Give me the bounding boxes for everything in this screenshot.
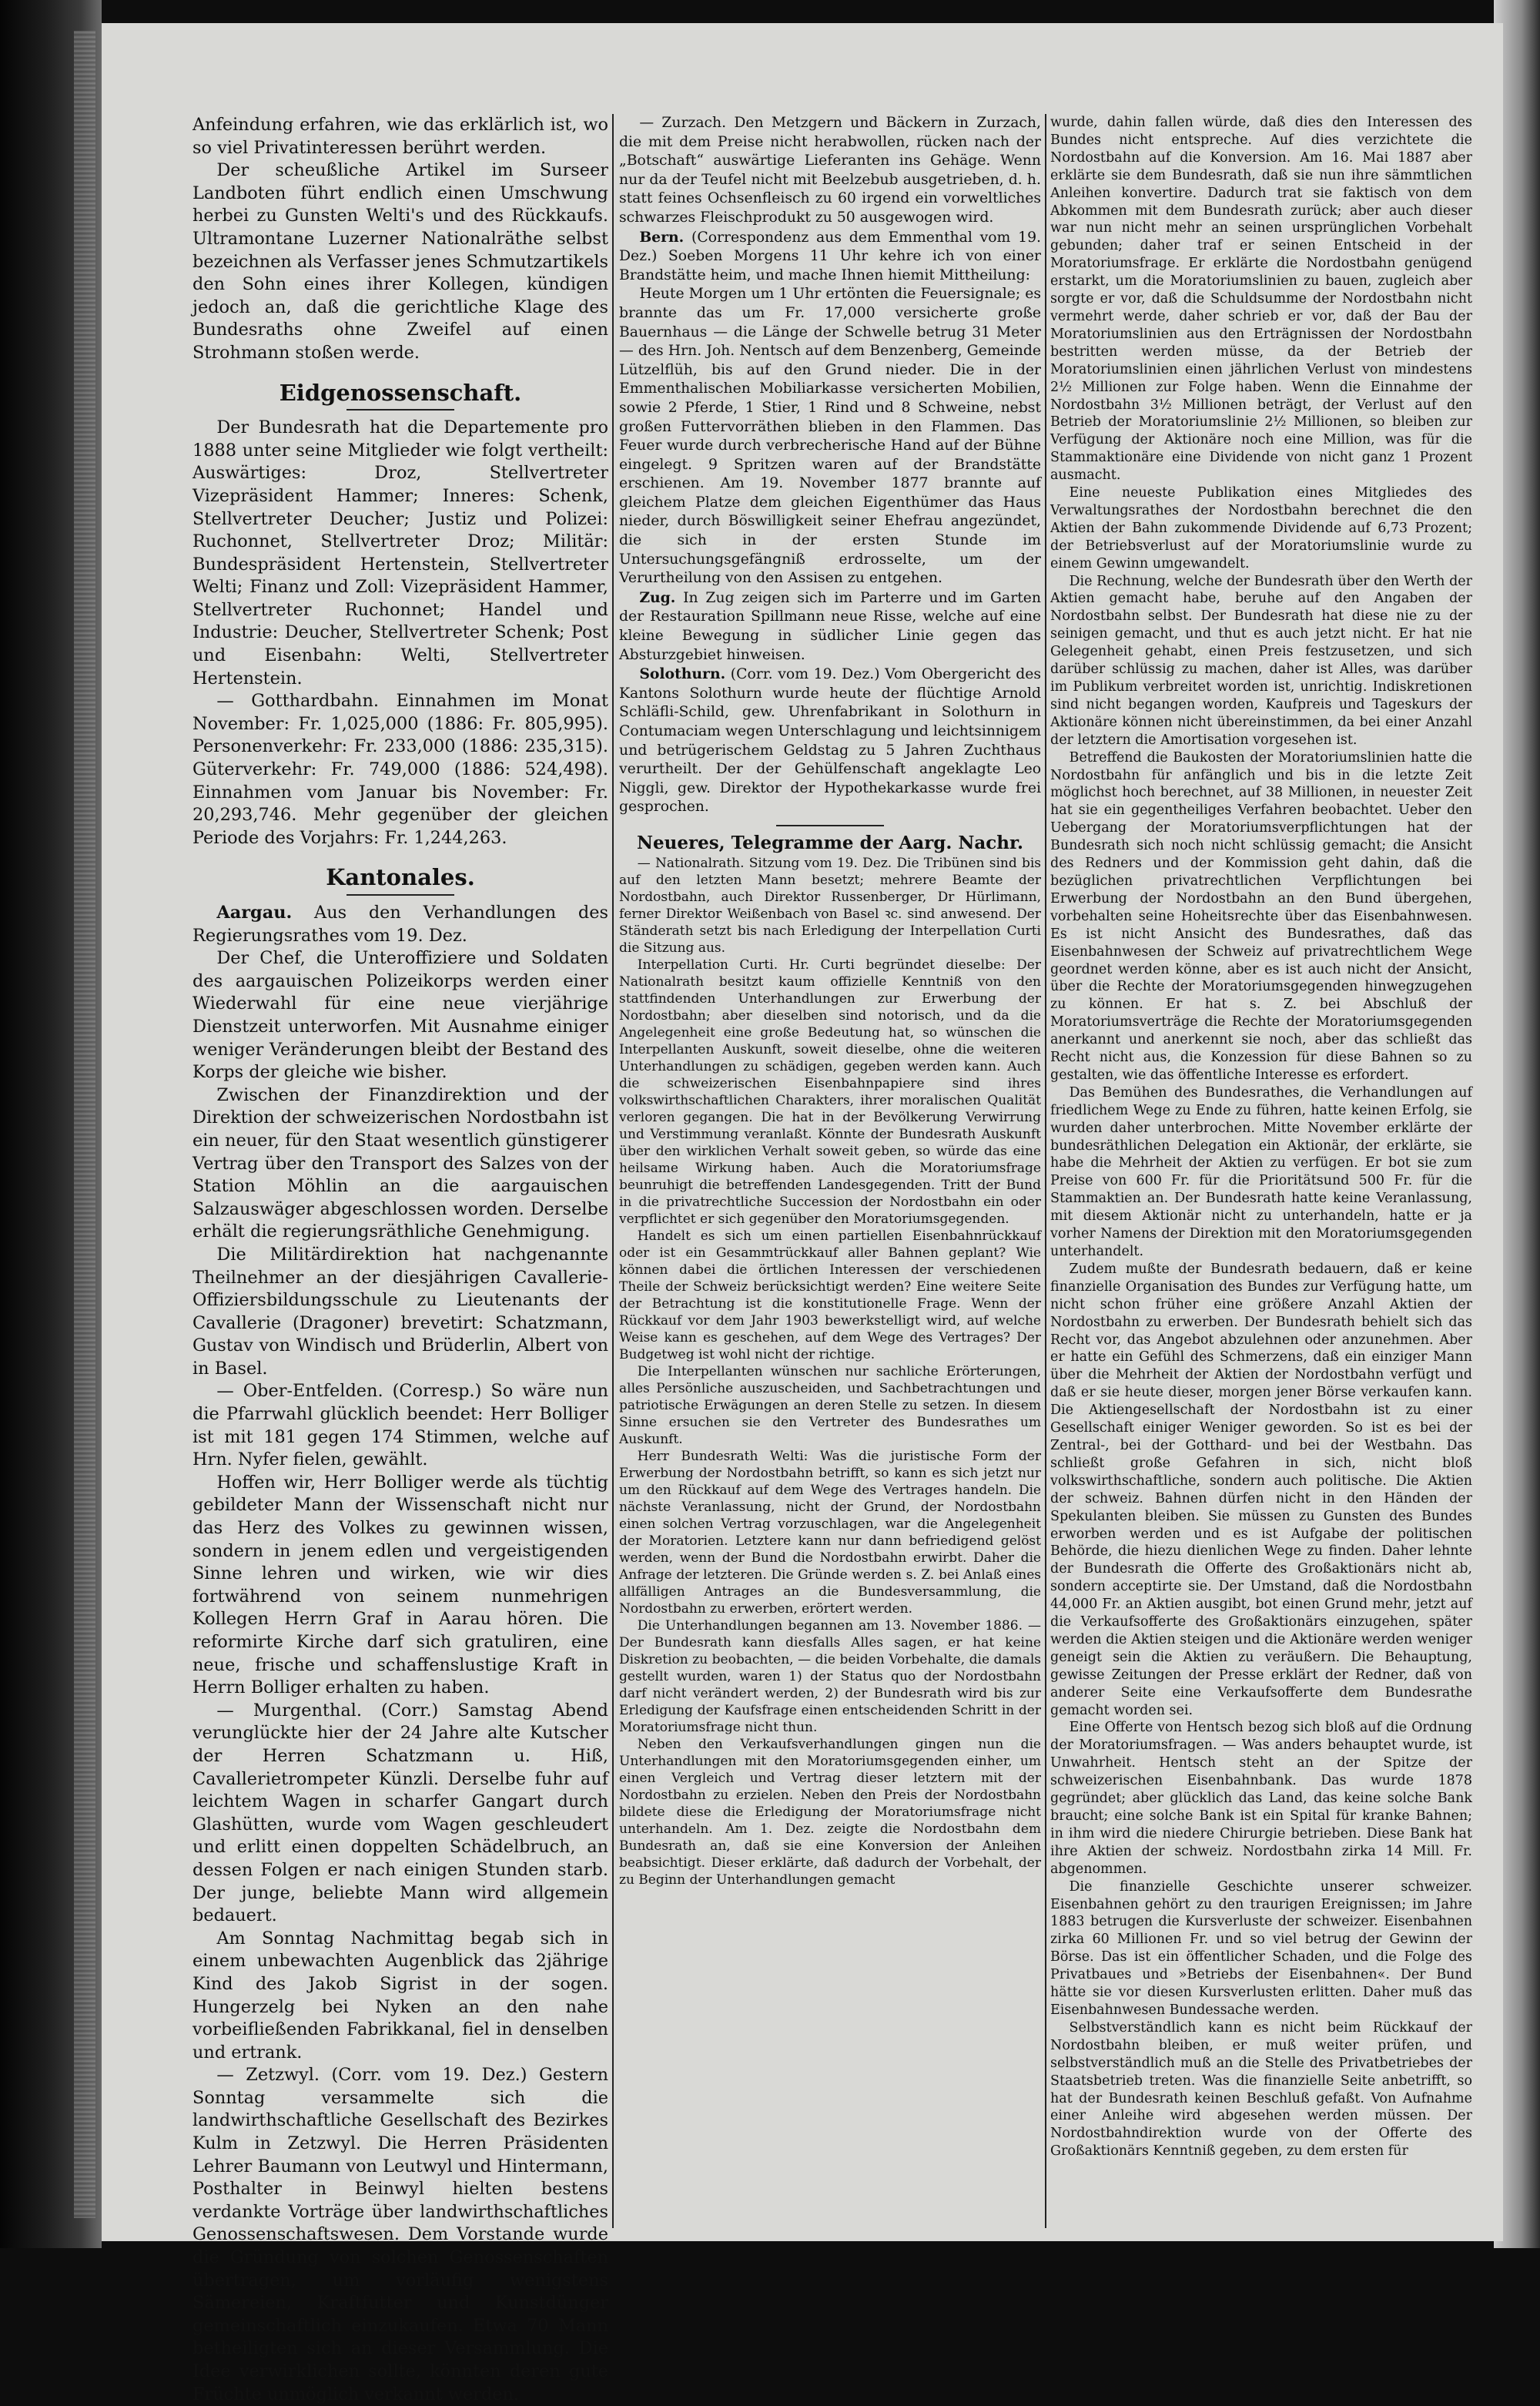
article-verkaufsverhandlungen: Neben den Verkaufsverhandlungen gingen nun die Unterhandlungen mit den Moratoriumsgegenden einher, um einen Vergleich und Vertrag dieser letztern mit der Nordostbahn zu erzielen. Neben den Preis der Nordostbahn bildete diese die Erledigung der Moratoriumsfrage nicht unterhandeln. Am 1. Dez. zeigte die Nordostbahn dem Bundesrath an, daß sie eine Konversion der Anleihen beabsichtigt. Dieser erklärte, daß dadurch der Vorbehalt, der zu Beginn der Unterhandlungen gemacht (619, 1736, 1041, 1888)
column-rule-1 (612, 114, 614, 2228)
article-bern (619, 228, 1041, 286)
article-brand: Heute Morgen um 1 Uhr ertönten die Feuersignale; es brannte das um Fr. 17,000 versicherte große Bauernhaus — die Länge der Schwelle betrug 31 Meter — des Hrn. Joh. Nentsch auf dem Benzenberg, Gemeinde Lützelflüh, bis auf den Grund nieder. Die in der Emmenthalischen Mobiliarkasse versicherten Mobilien, sowie 2 Pferde, 1 Stier, 1 Rind und 8 Schweine, nebst großen Futtervorräthen blieben in den Flammen. Das Feuer wurde durch verbrecherische Hand auf der Bühne eingelegt. 9 Spritzen waren auf der Brandstätte erschienen. Am 19. November 1877 brannte auf gleichem Platze dem gleichen Eigenthümer das Haus nieder, durch Böswilligkeit seiner Ehefrau angezündet, die sich in der ersten Stunde im Untersuchungsgefängniß erdrosselte, um der Verurtheilung von den Assisen zu entgehen. (619, 286, 1041, 587)
article-zug (619, 588, 1041, 665)
article-rueckkauf: Handelt es sich um einen partiellen Eisenbahnrückkauf oder ist ein Gesammtrückkauf aller Bahnen geplant? Wie können dabei die örtlichen Interessen der verschiedenen Theile der Schweiz berücksichtigt werden? Eine weitere Seite der Betrachtung ist die konstitutionelle Frage. Wenn der Rückkauf vor dem Jahr 1903 bewerkstelligt wird, auf welche Weise kann es geschehen, auf dem Wege des Vertrages? Der Budgetweg ist wohl nicht der richtige. (619, 1228, 1041, 1362)
column-1 (192, 114, 609, 2404)
section-heading-telegramme: Neueres, Telegramme der Aarg. Nachr. (636, 832, 1024, 853)
aargau-kicker: Aargau. (216, 903, 293, 923)
column-2 (619, 114, 1041, 2228)
article-bemuehen: Das Bemühen des Bundesrathes, die Verhandlungen auf friedlichem Wege zu Ende zu führen, hatte keinen Erfolg, sie wurden daher unterbrochen. Mitte November erklärte der bundesräthlichen Delegation ein Aktionär, der erklärte, sie habe die Mehrheit der Aktien zu verfügen. Er bot sie zum Preise von 600 Fr. für die Prioritätsund 500 Fr. für die Stammaktien an. Der Bundesrath hatte keine Veranlassung, mit diesem Aktionär nicht zu unterhandeln, hatte er ja vorher Namens der Direktion mit den Moratoriumsgegenden unterhandelt. (1050, 1084, 1472, 1259)
article-welti: Herr Bundesrath Welti: Was die juristische Form der Erwerbung der Nordostbahn betrifft, so kann es sich jetzt nur um den Rückkauf auf dem Wege des Vertrages handeln. Die nächste Veranlassung, nicht der Grund, der Nordostbahn einen solchen Vertrag vorzuschlagen, war die Angelegenheit der Moratorien. Letztere kann nur dann befriedigend gelöst werden, wenn der Bund die Nordostbahn erwirbt. Daher die Anfrage der letzteren. Die Gründe werden s. Z. bei Anlaß eines allfälligen Antrages an die Bundesversammlung, die Nordostbahn zu erwerben, erörtert werden. (619, 1448, 1041, 1617)
telegramme-block (619, 855, 1041, 1888)
article-publikation: Eine neueste Publikation eines Mitgliedes des Verwaltungsrathes der Nordostbahn berechnet die den Aktien der Bahn zukommende Dividende auf 6,73 Prozent; der Betriebsverlust auf der Moratoriumslinie wurde zu einem Gewinn umgewandelt. (1050, 485, 1472, 571)
bern-text: (Correspondenz aus dem Emmenthal vom 19. Dez.) Soeben Morgens 11 Uhr kehre ich von einer Brandstätte heim, und mache Ihnen hiemit Mittheilung: (619, 229, 1041, 283)
article-solothurn (619, 665, 1041, 817)
separator-rule (776, 825, 884, 826)
article-zurzach: — Zurzach. Den Metzgern und Bäckern in Zurzach, die mit dem Preise nicht herabwollen, rücken nach der „Botschaft“ auswärtige Lieferanten ins Gehäge. Wenn nur da der Teufel nicht mit Beelzebub ausgetrieben, d. h. statt feines Ochsenfleisch zu 60 irgend ein vorweltliches schwarzes Fleischprodukt zu 50 ausgewogen wird. (619, 115, 1041, 226)
article-selbstverstaendlich: Selbstverständlich kann es nicht beim Rückkauf der Nordostbahn bleiben, er muß weiter prüfen, und selbstverständlich muß an die Stelle des Privatbetriebes der Staatsbetrieb treten. Was die finanzielle Seite anbetrifft, so hat der Bundesrath keinen Beschluß gefaßt. Von Aufnahme einer Anleihe wird abgesehen werden müssen. Der Nordostbahndirektion wurde von der Offerte des Großaktionärs Kenntniß gegeben, zu dem ersten für (1050, 2019, 1472, 2160)
zug-kicker: Zug. (639, 588, 676, 606)
article-zetzwyl: — Zetzwyl. (Corr. vom 19. Dez.) Gestern Sonntag versammelte sich die landwirthschaftliche Gesellschaft des Bezirkes Kulm in Zetzwyl. Die Herren Präsidenten Lehrer Baumann von Leutwyl und Hintermann, Posthalter in Beinwyl hielten bestens verdankte Vorträge über landwirthschaftliches Genossenschaftswesen. Dem Vorstande wurde die Gründung von solchen Genossenschaften übertragen, um vorläufig wenigstens Sämereien, Kraftfutter und Kunstdünger gemeinschaftlich einzukaufen. Etwa 70 Mann betheiligten sich an dieser Versammlung. Die Idee verwirklichen sollte, könnten deren gute Früchte unmöglich verkannt werden. (192, 2065, 608, 2404)
article-gotthardbahn: — Gotthardbahn. Einnahmen im Monat November: Fr. 1,025,000 (1886: Fr. 805,995). Personenverkehr: Fr. 233,000 (1886: 235,315). Güterverkehr: Fr. 749,000 (1886: 524,498). Einnahmen vom Januar bis November: Fr. 20,293,746. Mehr gegenüber der gleichen Periode des Vorjahrs: Fr. 1,244,263. (192, 691, 608, 848)
article-bundesrath: Der Bundesrath hat die Departemente pro 1888 unter seine Mitglieder wie folgt vertheilt: Auswärtiges: Droz, Stellvertreter Vizepräsident Hammer; Inneres: Schenk, Stellvertreter Deucher; Justiz und Polizei: Ruchonnet, Stellvertreter Droz; Militär: Bundespräsident Hertenstein, Stellvertreter Welti; Finanz und Zoll: Vizepräsident Hammer, Stellvertreter Ruchonnet; Handel und Industrie: Deucher, Stellvertreter Schenk; Post und Eisenbahn: Welti, Stellvertreter Hertenstein. (192, 417, 608, 689)
article-baukosten: Betreffend die Baukosten der Moratoriumslinien hatte die Nordostbahn für anfänglich und bis in die letzte Zeit möglichst hoch berechnet, auf 38 Millionen, in neuester Zeit hat sie ein gegentheiliges Verfahren beobachtet. Ueber den Uebergang der Moratoriumsverpflichtungen hat der Bundesrath sich noch nicht schlüssig gemacht; die Ansicht des Redners und der Kommission geht dahin, daß die bezüglichen privatrechtlichen Verpflichtungen bei Erwerbung der Nordostbahn an den Bund übergehen, vorbehalten seine Hoheitsrechte über das Eisenbahnwesen. Es ist nicht Ansicht des Bundesrathes, daß das Eisenbahnwesen der Schweiz auf privatrechtlichem Wege geordnet werden könne, aber es ist auch nicht der Ansicht, über die Rechte der Moratoriumsgegenden hinwegzugehen zu können. Er hat s. Z. bei Abschluß der Moratoriumsverträge die Rechte der Moratoriumsgegenden anerkannt und anerkennt sie noch, aber das schließt das Recht nicht aus, die Konzession für diese Bahnen so zu gestalten, wie das öffentliche Interesse es erfordert. (1050, 749, 1472, 1083)
article-militaerdirektion: Die Militärdirektion hat nachgenannte Theilnehmer an der diesjährigen Cavallerie-Offiziersbildungsschule zu Lieutenants der Cavallerie (Dragoner) brevetirt: Schatzmann, Gustav von Windisch und Brüderlin, Albert von in Basel. (192, 1244, 608, 1379)
article-nationalrath: — Nationalrath. Sitzung vom 19. Dez. Die Tribünen sind bis auf den letzten Mann besetzt; mehrere Beamte der Nordostbahn, auch Direktor Russenberger, Dr Hürlimann, ferner Direktor Weißenbach von Basel ꝛc. sind anwesend. Der Ständerath setzt bis nach Erledigung der Interpellation Curti die Sitzung aus. (619, 855, 1041, 956)
solothurn-text: (Corr. vom 19. Dez.) Vom Obergericht des Kantons Solothurn wurde heute der flüchtige Arnold Schläfli-Schild, gew. Uhrenfabrikant in Solothurn in Contumaciam wegen Unterschlagung und leichtsinnigem und betrügerischem Geldstag zu 5 Jahren Zuchthaus verurtheilt. Der der Gehülfenschaft angeklagte Leo Niggli, gew. Direktor der Hypothekarkasse wurde frei gesprochen. (619, 666, 1041, 816)
article-polizeikorps: Der Chef, die Unteroffiziere und Soldaten des aargauischen Polizeikorps werden einer Wiederwahl für eine neue vierjährige Dienstzeit unterworfen. Mit Ausnahme einiger weniger Veränderungen bleibt der Bestand des Korps der gleiche wie bisher. (192, 948, 608, 1083)
aargau-text: Aus den Verhandlungen des Regierungsrathes vom 19. Dez. (192, 903, 609, 946)
article-continuation: wurde, dahin fallen würde, daß dies den Interessen des Bundes nicht entspreche. Auf dies verzichtete die Nordostbahn auf die Konversion. Am 16. Mai 1887 aber erklärte sie dem Bundesrath, daß sie nun ihre sämmtlichen Anleihen konvertire. Dadurch trat sie faktisch von dem Abkommen mit dem Bundesrath zurück; aber auch dieser war nun nicht mehr an seinen ursprünglichen Vorbehalt gebunden; daher traf er seinen Entscheid in der Moratoriumsfrage. Er erklärte die Nordostbahn genügend erstarkt, um die Moratoriumslinien zu bauen, zugleich aber sorgte er vor, daß die Schuldsumme der Nordostbahn nicht vermehrt werde, daher schrieb er vor, daß der Bau der Moratoriumslinien aus den Erträgnissen der Nordostbahn bestritten werden müsse, da der Betrieb der Moratoriumslinien einen jährlichen Verlust von mindestens 2½ Millionen zur Folge haben. Wenn die Einnahme der Nordostbahn 3½ Millionen beträgt, der Verlust auf den Betrieb der Moratoriumslinie 2½ Millionen, so bleiben zur Verfügung der Aktionäre noch eine Million, was für die Stammaktionäre eine Dividende von nicht ganz 1 Prozent ausmacht. (1050, 115, 1472, 484)
solothurn-kicker: Solothurn. (639, 665, 726, 683)
article-sonntag: Am Sonntag Nachmittag begab sich in einem unbewachten Augenblick das 2jährige Kind des Jakob Sigrist in der sogen. Hungerzelg bei Nyken an den nahe vorbeifließenden Fabrikkanal, fiel in denselben und ertrank. (192, 1928, 608, 2063)
article-finanzielle-geschichte: Die finanzielle Geschichte unserer schweizer. Eisenbahnen gehört zu den traurigen Ereignissen; im Jahre 1883 betrugen die Kursverluste der schweizer. Eisenbahnen zirka 60 Millionen Fr. und so viel betrug der Gewinn der Börse. Das ist ein öffentlicher Schaden, und die Folge des Privatbaues und »Betriebs der Eisenbahnen«. Der Bund hätte sie vor diesen Kursverlusten erlitten. Daher muß das Eisenbahnwesen Bundessache werden. (1050, 1878, 1472, 2018)
section-heading-kantonales: Kantonales. (192, 866, 608, 896)
article-ober-entfelden: — Ober-Entfelden. (Corresp.) So wäre nun die Pfarrwahl glücklich beendet: Herr Bolliger ist mit 181 gegen 174 Stimmen, welche auf Hrn. Nyfer fielen, gewählt. (192, 1381, 608, 1470)
article-bolliger: Hoffen wir, Herr Bolliger werde als tüchtig gebildeter Mann der Wissenschaft nicht nur das Herz des Volkes zu gewinnen wissen, sondern in jenem edlen und vergeistigenden Sinne lehren und wirken, wie wir dies fortwährend von seinem nunmehrigen Kollegen Herrn Graf in Aarau hören. Die reformirte Kirche darf sich gratuliren, eine neue, frische und schaffenslustige Kraft in Herrn Bolliger erhalten zu haben. (192, 1472, 608, 1698)
page-stack-edge (74, 31, 95, 2218)
article-finanzdirektion: Zwischen der Finanzdirektion und der Direktion der schweizerischen Nordostbahn ist ein neuer, für den Staat wesentlich günstigerer Vertrag über den Transport des Salzes von der Station Möhlin an die aargauischen Salzauswäger abgeschlossen worden. Derselbe erhält die regierungsräthliche Genehmigung. (192, 1084, 608, 1242)
article-aargau (192, 902, 608, 947)
article-interpellation: Interpellation Curti. Hr. Curti begründet dieselbe: Der Nationalrath besitzt kaum offizielle Kenntniß von den stattfindenden Unterhandlungen zur Erwerbung der Nordostbahn; aber dieselben sind notorisch, und da die Angelegenheit eine große Bedeutung hat, so wünschen die Interpellanten Auskunft, soweit dieselbe, ohne die weiteren Unterhandlungen zu schädigen, gegeben werden kann. Auch die schweizerischen Eisenbahnpapiere sind ihres volkswirthschaftlichen Charakters, ihrer moralischen Qualität verloren gegangen. Die hat in der Bevölkerung Verwirrung und Verstimmung veranlaßt. Könnte der Bundesrath Auskunft über den wirklichen Verhalt soweit geben, so würde das eine heilsame Wirkung haben. Auch die Moratoriumsfrage beunruhigt die betreffenden Landesgegenden. Tritt der Bund in die privatrechtliche Succession der Nordostbahn ein oder verpflichtet er sich gegenüber den Moratoriumsgegenden. (619, 957, 1041, 1227)
article-surseer: Der scheußliche Artikel im Surseer Landboten führt endlich einen Umschwung herbei zu Gunsten Welti's und des Rückkaufs. Ultramontane Luzerner Nationalräthe selbst bezeichnen als Verfasser jenes Schmutzartikels den Sohn eines ihrer Kollegen, kündigen jedoch an, daß die gerichtliche Klage des Bundesraths ohne Zweifel auf einen Strohmann stoßen werde. (192, 160, 608, 363)
article-zudem: Zudem mußte der Bundesrath bedauern, daß er keine finanzielle Organisation des Bundes zur Verfügung hatte, um nicht schon früher eine größere Anzahl Aktien der Nordostbahn zu erwerben. Der Bundesrath behielt sich das Recht vor, das Angebot abzulehnen oder anzunehmen. Aber er hatte ein Gefühl des Schmerzens, daß ein einziger Mann über die Mehrheit der Aktien der Nordostbahn verfügt und daß er sie heute dieser, morgen jener Börse verkaufen kann. Die Aktiengesellschaft der Nordostbahn ist zu einer Gesellschaft einiger Weniger geworden. So ist es bei der Zentral-, bei der Gotthard- und bei der Westbahn. Das schließt große Gefahren in sich, nicht bloß volkswirthschaftliche, sondern auch politische. Die Aktien der schweiz. Bahnen dürfen nicht in den Händen der Spekulanten bleiben. Sie müssen zu Gunsten des Bundes erworben werden und es ist Aufgabe der politischen Behörde, die hiezu dienlichen Wege zu finden. Daher lehnte der Bundesrath die Offerte des Großaktionärs nicht ab, sondern acceptirte sie. Der Umstand, daß die Nordostbahn 44,000 Fr. an Aktien ausgibt, bot einen Grund mehr, jetzt auf die Verkaufsofferte des Großaktionärs einzugehen, später werden die Aktien steigen und die Aktionäre werden weniger geneigt sein die Aktien zu veräußern. Die Behauptung, gewisse Zeitungen der Presse erklärt der Redner, daß von anderer Seite eine Verkaufsofferte dem Bundesrathe gemacht worden sei. (1050, 1261, 1472, 1718)
section-heading-eidgenossenschaft: Eidgenossenschaft. (192, 382, 608, 411)
column-3 (1050, 114, 1472, 2228)
zug-text: In Zug zeigen sich im Parterre und im Garten der Restauration Spillmann neue Risse, welche auf eine kleine Bewegung in südlicher Linie gegen das Absturzgebiet hinweisen. (619, 589, 1041, 663)
newspaper-page (102, 23, 1503, 2404)
article-unterhandlungen: Die Unterhandlungen begannen am 13. November 1886. — Der Bundesrath kann diesfalls Alles sagen, er hat keine Diskretion zu beobachten, — die beiden Vorbehalte, die damals gestellt wurden, waren 1) der Status quo der Nordostbahn darf nicht verändert werden, 2) der Bundesrath wird bis zur Erledigung der Kaufsfrage einen entscheidenden Schritt in der Moratoriumsfrage nicht thun. (619, 1617, 1041, 1735)
article-hentsch: Eine Offerte von Hentsch bezog sich bloß auf die Ordnung der Moratoriumsfragen. — Was anders behauptet wurde, ist Unwahrheit. Hentsch steht an der Spitze der schweizerischen Eisenbahnbank. Das wurde 1878 gegründet; aber glücklich das Land, das keine solche Bank braucht; eine solche Bank ist ein Spital für kranke Bahnen; in ihm wird die niedere Chirurgie betrieben. Diese Bank hat ihre Aktien der schweiz. Nordostbahn zirka 14 Mill. Fr. abgenommen. (1050, 1720, 1472, 1877)
article-rechnung: Die Rechnung, welche der Bundesrath über den Werth der Aktien gemacht habe, beruhe auf den Angaben der Nordostbahn selbst. Der Bundesrath hat diese nie zu der seinigen gemacht, und thut es auch jetzt nicht. Er hat nie Gelegenheit gehabt, einen Preis festzusetzen, und sich darüber schlüssig zu machen, daher ist Alles, was darüber im Publikum verbreitet worden ist, unrichtig. Indiskretionen sind nicht begangen worden, Kaufpreis und Tageskurs der Aktionäre können nicht übereinstimmen, da bei einer Anzahl der letztern die Amortisation vorgesehen ist. (1050, 573, 1472, 748)
book-binding (0, 0, 102, 2248)
column-rule-2 (1045, 114, 1046, 2228)
article-murgenthal: — Murgenthal. (Corr.) Samstag Abend verunglückte hier der 24 Jahre alte Kutscher der Herren Schatzmann u. Hiß, Cavallerietrompeter Künzli. Derselbe fuhr auf leichtem Wagen in scharfer Gangart durch Glashütten, wurde vom Wagen geschleudert und erlitt einen doppelten Schädelbruch, an dessen Folgen er nach einigen Stunden starb. Der junge, beliebte Mann wird allgemein bedauert. (192, 1700, 608, 1926)
article-intro: Anfeindung erfahren, wie das erklärlich ist, wo so viel Privatinteressen berührt werden. (192, 115, 608, 158)
bern-kicker: Bern. (639, 228, 685, 246)
article-interpellanten: Die Interpellanten wünschen nur sachliche Erörterungen, alles Persönliche auszuscheiden, und Sachbetrachtungen und patriotische Erwägungen an deren Stelle zu setzen. In diesem Sinne ersuchen sie den Vertreter des Bundesrathes um Auskunft. (619, 1363, 1041, 1447)
